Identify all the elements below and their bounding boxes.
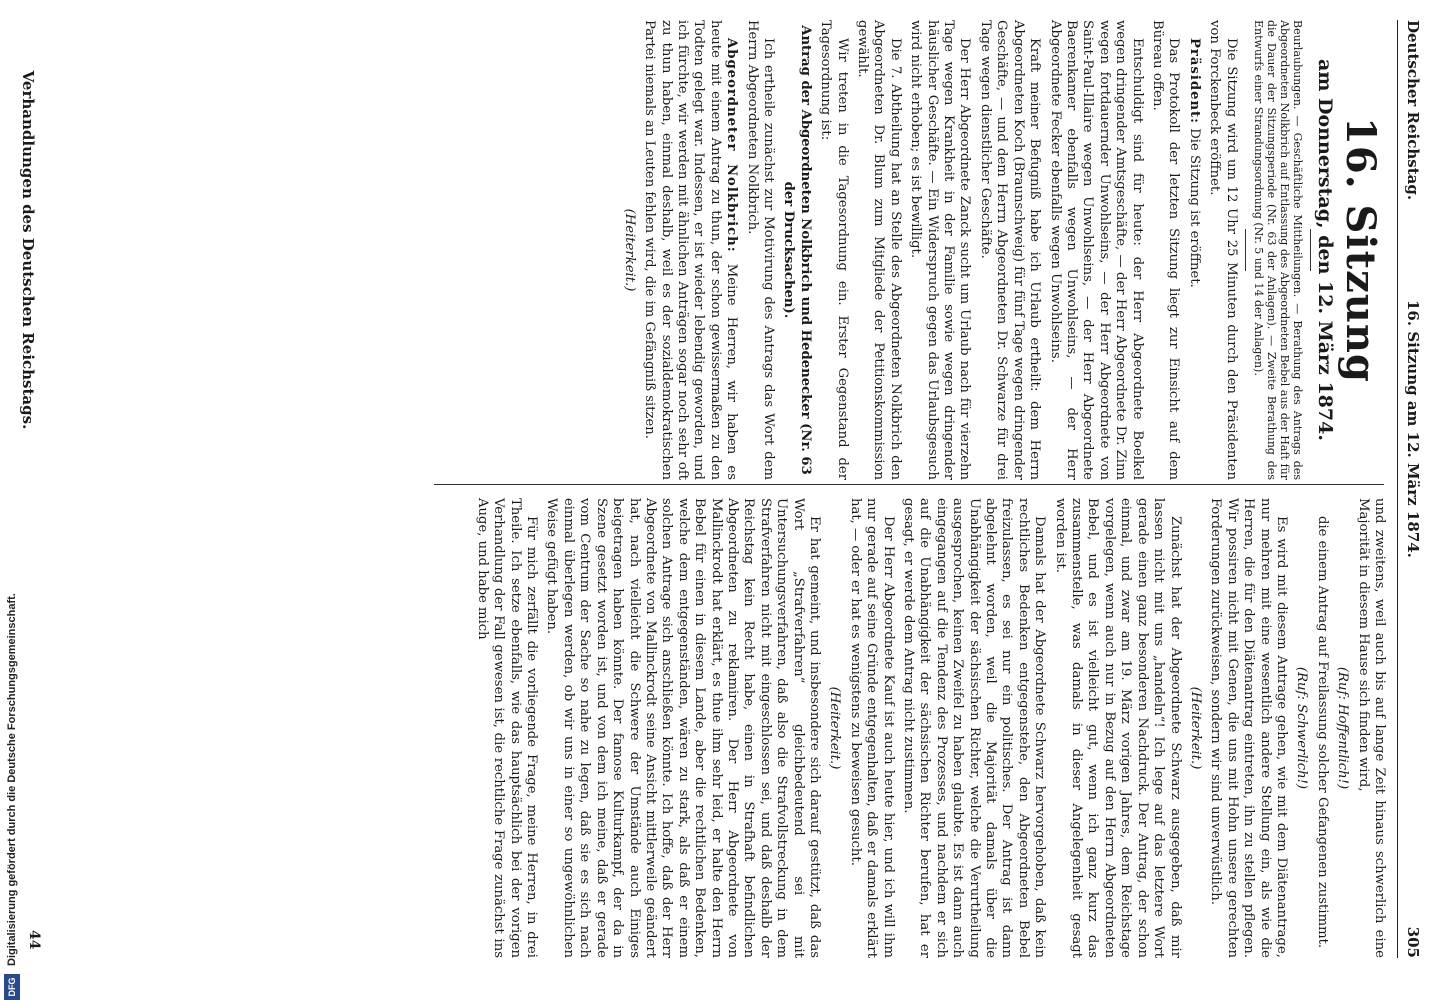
dfg-logo-icon: DFG xyxy=(4,974,20,1000)
divider xyxy=(1310,229,1311,271)
paragraph: Ich ertheile zunächst zur Motivirung des Antrags das Wort dem Herrn Abgeordneten Nolkbrich. xyxy=(744,20,777,480)
paragraph: Es wird mit diesem Antrage gehen, wie mit dem Diätenantrage, nur mehren mit eine wesentlich andere Stellung ein, als wie die Herren, die für den Diätenantrag eintreten, ihn zu stellen pflegen. Wir possiren nicht mit Genen, die uns mit Hohn unsere gerechten Forderungen zurückweisen, sondern wir sind unverwüstlich. xyxy=(1208,498,1289,958)
paragraph: Die 7. Abtheilung hat an Stelle des Abgeordneten Nolkbrich den Abgeordneten Dr. Blum zum Mitgliede der Petitionskommission gewählt. xyxy=(855,20,903,480)
digitization-note xyxy=(0,0,24,1000)
interjection: (Heiterkeit.) xyxy=(827,686,843,770)
paragraph: Entschuldigt sind für heute: der Herr Abgeordnete Boelkel wegen dringender Amtsgeschäfte, — der Herr Abgeordnete Dr. Zinn wegen fortdauernder Unwohlseins, — der Herr Abgeordnete von Saint-Paul-Illaire wegen Unwohlseins, — der Herr Abgeordnete Baerenkamer ebenfalls wegen Unwohlseins, — der Herr Abgeordnete Fecker ebenfalls wegen Unwohlseins. xyxy=(1047,20,1145,480)
agenda-item-heading: Antrag der Abgeordneten Nolkbrich und Hedenecker (Nr. 63 der Drucksachen). xyxy=(781,25,813,475)
signature-mark: 44 xyxy=(26,930,42,950)
agenda-summary: Beurlaubungen. — Geschäftliche Mittheilungen. — Berathung des Antrags des Abgeordneten Nolkbrich auf Entlassung des Abgeordneten Bebel aus der Haft für die Dauer der Sitzungsperiode (Nr. 63 der Anlagen). — Zweite Berathung des Entwurfs einer Strandungsordnung (Nr. 5 und 14 der Anlagen). xyxy=(1251,20,1304,480)
paragraph: Für mich zerfällt die vorliegende Frage, meine Herren, in drei Theile. Ich setze ebenfalls, wie das hauptsächlich bei der vorigen Verhandlung der Fall gewesen ist, die rechtliche Frage zunächst ins Auge, und habe mich xyxy=(474,498,540,958)
paragraph: Der Herr Abgeordnete Zanck sucht um Urlaub nach für vierzehn Tage wegen Krankheit in der Familie sowie wegen dringender häuslicher Geschäfte. — Ein Widerspruch gegen das Urlaubsgesuch wird nicht erhoben; es ist bewilligt. xyxy=(908,20,973,480)
paragraph: Damals hat der Abgeordnete Schwarz hervorgehoben, daß kein rechtliches Bedenken entgegenstehe, den Abgeordneten Bebel freizulassen, es sei nur ein politisches. Der Antrag ist dann abgelehnt worden, weil die Majorität damals über die Unabhängigkeit der sächsischen Richter, welche die Verurtheilung ausgesprochen, keinen Zweifel zu haben glaubte. Es ist dann auch eingegangen auf die Tendenz des Prozesses, und nachdem er sich auf die Unabhängigkeit der sächsischen Richter berufen, hat er gesagt, er werde dem Antrag nicht zustimmen. xyxy=(901,498,1048,958)
paragraph xyxy=(1185,20,1201,480)
header-page-number: 305 xyxy=(1404,926,1422,958)
speech-text: Meine Herren, wir haben es heute mit einem Antrag zu thun, der schon gewissermaßen zu den Todten gelegt war. Indessen, er ist wieder lebendig geworden, und ich fürchte, wir werden mit ähnlichen Anträgen sogar noch sehr oft zu thun haben, einmal deshalb, weil es der sozialdemokratischen Partei niemals an Leuten fehlen wird, die im Gefängniß sitzen. xyxy=(642,20,740,480)
speaker-name: Abgeordneter Nolkbrich: xyxy=(724,38,740,253)
speaker-name: Präsident: xyxy=(1186,38,1202,125)
header-left: Deutscher Reichstag. xyxy=(1404,20,1422,201)
paragraph: Er hat gemeint, und insbesondere sich darauf gestützt, daß das Wort „Strafverfahren“ gleichbedeutend sei mit Untersuchungsverfahren, daß also die Strafvollstreckung in dem Strafverfahren nicht mit eingeschlossen sei, und daß deshalb der Reichstag kein Recht habe, einen in Strafhaft befindlichen Abgeordneten zu reklamiren. Der Herr Abgeordnete von Mallinckrodt hat erklärt, es thue ihm sehr leid, er halte den Herrn Bebel für einen in diesem Lande, aber die rechtlichen Bedenken, welche dem entgegenständen, wären zu stark, als daß er einem solchen Antrage sich anschließen könnte. Ich hoffe, daß der Herr Abgeordnete von Mallinckrodt seine Ansicht mittlerweile geändert hat, nach vielleicht die Schwere der Umstände auch Einiges beigetragen haben könnte. Der famose Kulturkampf, der da in Szene gesetzt worden ist, und von dem ich meine, daß er gerade vom Centrum der Sache so nahe zu legen, daß sie es sich nach einmal überlegen werden, ob wir uns in einer so ungewöhnlichen Weise gefügt haben. xyxy=(544,498,822,958)
session-date: am Donnerstag, den 12. März 1874. xyxy=(1314,59,1336,441)
interjection: (Heiterkeit.) xyxy=(1187,686,1203,770)
paragraph: Der Herr Abgeordnete Kauf ist auch heute hier, und ich will ihm nur gerade auf seine Gründe entgegenhalten, daß er damals erklärt hat, — oder er hat es wenigstens zu beweisen gesucht. xyxy=(847,498,896,958)
paragraph: Die Sitzung wird um 12 Uhr 25 Minuten durch den Präsidenten von Forckenbeck eröffnet. xyxy=(1207,20,1239,480)
paragraph: Das Protokoll der letzten Sitzung liegt zur Einsicht auf dem Büreau offen. xyxy=(1149,20,1182,480)
paragraph: Kraft meiner Befugniß habe ich Urlaub ertheilt: dem Herrn Abgeordneten Koch (Braunschweig) für fünf Tage wegen dringender Geschäfte, — und dem Herrn Abgeordneten Dr. Schwarze für drei Tage wegen dienstlicher Geschäfte. xyxy=(977,20,1043,480)
paragraph: Wir treten in die Tagesordnung ein. Erster Gegenstand der Tagesordnung ist: xyxy=(818,20,850,480)
digitization-note-text xyxy=(0,0,24,1000)
paragraph: Zunächst hat der Abgeordnete Schwarz ausgegeben, daß mir lassen nicht mit uns „handeln“! Ich lege auf das letztere Wort gerade einen ganz besonderen Nachdruck. Der Antrag, der schon einmal, und zwar am 19. März vorigen Jahres, dem Reichstage vorgelegen, wenn auch nur in Bezug auf den Herrn Abgeordneten Bebel, und es ist vielleicht gut, wenn ich ganz kurz das zusammenstelle, was damals in dieser Angelegenheit gesagt worden ist. xyxy=(1052,498,1183,958)
paragraph: und zweitens, weil auch bis auf lange Zeit hinaus schwerlich eine Majorität in diesem Hause sich finden wird, xyxy=(1355,498,1387,958)
speech-text: Die Sitzung ist eröffnet. xyxy=(1186,128,1202,288)
session-title: 16. Sitzung xyxy=(1337,117,1384,383)
paragraph xyxy=(641,20,739,480)
right-column xyxy=(469,498,1387,958)
left-column xyxy=(616,20,1387,480)
interjection: (Heiterkeit.) xyxy=(621,208,637,292)
digitization-label: Digitalisierung gefördert durch die Deutsche Forschungsgemeinschaft. xyxy=(6,593,18,966)
interjection: (Ruf: Schwerlich!) xyxy=(1294,666,1310,790)
interjection: (Ruf: Hoffentlich!) xyxy=(1335,666,1351,790)
header-center: 16. Sitzung am 12. März 1874. xyxy=(1404,300,1422,558)
running-header xyxy=(1397,20,1424,958)
divider xyxy=(1245,229,1246,271)
paragraph: die einem Antrag auf Freilassung solcher Gefangenen zustimmt. xyxy=(1314,516,1330,949)
footer-title: Verhandlungen des Deutschen Reichstags. xyxy=(19,70,37,430)
column-rule xyxy=(434,484,1384,485)
